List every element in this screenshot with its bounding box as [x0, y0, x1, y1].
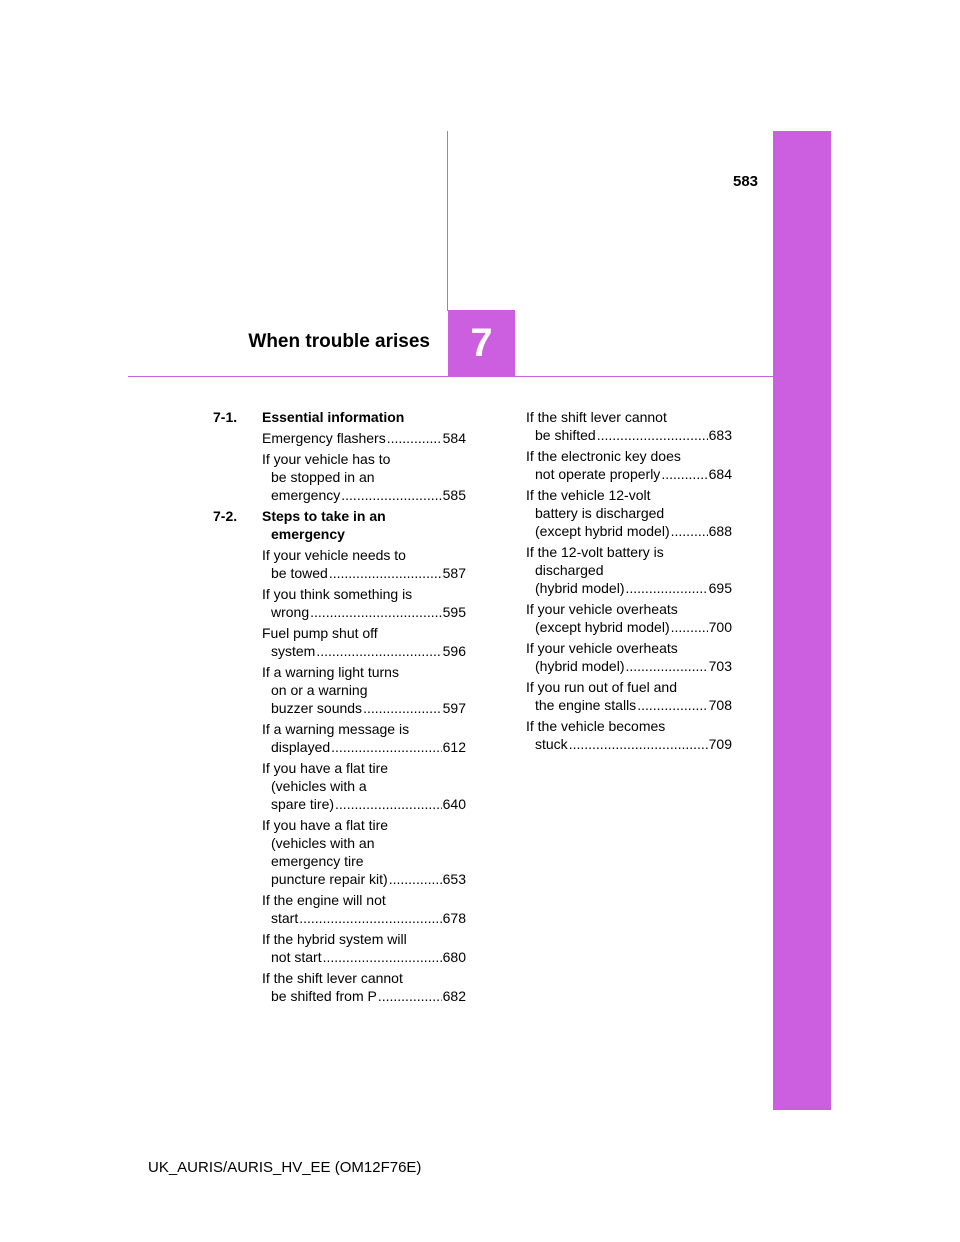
entry-text: emergency tire — [271, 853, 364, 869]
entry-page: 703 — [708, 658, 732, 674]
toc-entry[interactable] — [526, 717, 732, 753]
entry-text: (vehicles with a — [271, 778, 367, 794]
dot-leader — [389, 870, 442, 888]
entry-text: If you run out of fuel and — [526, 679, 677, 695]
entry-text: If a warning message is — [262, 721, 410, 737]
entry-text: If you have a flat tire — [262, 760, 389, 776]
toc-entry[interactable] — [262, 585, 466, 621]
entry-text: If you think something is — [262, 586, 413, 602]
entry-text: battery is discharged — [535, 505, 665, 521]
entry-text: system — [271, 643, 316, 659]
entry-text: If you have a flat tire — [262, 817, 389, 833]
entry-page: 595 — [442, 604, 466, 620]
toc-entry[interactable] — [262, 624, 466, 660]
entry-text: If your vehicle needs to — [262, 547, 406, 563]
entry-text: (hybrid model) — [535, 658, 625, 674]
entry-text: If a warning light turns — [262, 664, 399, 680]
entry-text: wrong — [271, 604, 310, 620]
entry-text: displayed — [271, 739, 331, 755]
entry-page: 700 — [708, 619, 732, 635]
entry-page: 708 — [708, 697, 732, 713]
entry-page: 709 — [708, 736, 732, 752]
entry-text: spare tire) — [271, 796, 335, 812]
entry-page: 683 — [708, 427, 732, 443]
entry-page: 585 — [442, 487, 466, 503]
header-divider-horizontal — [128, 376, 773, 377]
entry-text: not operate properly — [535, 466, 661, 482]
dot-leader — [597, 426, 708, 444]
entry-page: 682 — [442, 988, 466, 1004]
header-divider-vertical — [447, 131, 448, 311]
dot-leader — [671, 618, 708, 636]
toc-entry[interactable] — [262, 759, 466, 813]
toc-entry[interactable] — [262, 816, 466, 888]
entry-page: 678 — [442, 910, 466, 926]
section-title: emergency — [271, 526, 345, 542]
entry-text: stuck — [535, 736, 568, 752]
entry-page: 680 — [442, 949, 466, 965]
toc-section-heading[interactable] — [213, 507, 466, 543]
entry-page: 688 — [708, 523, 732, 539]
dot-leader — [329, 564, 442, 582]
entry-page: 653 — [442, 871, 466, 887]
entry-text: If your vehicle overheats — [526, 601, 678, 617]
dot-leader — [299, 909, 441, 927]
dot-leader — [363, 699, 442, 717]
toc-column-right — [526, 408, 732, 756]
toc-entry[interactable] — [526, 408, 732, 444]
entry-text: If the 12-volt battery is — [526, 544, 664, 560]
toc-entry[interactable] — [526, 600, 732, 636]
dot-leader — [323, 948, 442, 966]
entry-text: emergency — [271, 487, 341, 503]
entry-page: 596 — [442, 643, 466, 659]
document-footer: UK_AURIS/AURIS_HV_EE (OM12F76E) — [148, 1159, 422, 1176]
dot-leader — [661, 465, 707, 483]
entry-text: If the engine will not — [262, 892, 386, 908]
entry-page: 640 — [442, 796, 466, 812]
toc-entry[interactable] — [262, 930, 466, 966]
dot-leader — [341, 486, 441, 504]
entry-text: start — [271, 910, 299, 926]
dot-leader — [637, 696, 707, 714]
entry-text: not start — [271, 949, 322, 965]
entry-text: If the hybrid system will — [262, 931, 407, 947]
dot-leader — [316, 642, 441, 660]
entry-page: 612 — [442, 739, 466, 755]
dot-leader — [625, 579, 707, 597]
entry-text: Emergency flashers — [262, 430, 386, 446]
entry-text: on or a warning — [271, 682, 368, 698]
dot-leader — [310, 603, 442, 621]
dot-leader — [387, 429, 442, 447]
toc-column-left — [213, 408, 466, 1008]
section-title: Steps to take in an — [262, 508, 386, 524]
entry-text: (hybrid model) — [535, 580, 625, 596]
dot-leader — [378, 987, 442, 1005]
page-number: 583 — [733, 173, 759, 190]
entry-text: be stopped in an — [271, 469, 375, 485]
chapter-title: When trouble arises — [248, 331, 430, 352]
toc-entry[interactable] — [526, 486, 732, 540]
entry-page: 597 — [442, 700, 466, 716]
entry-text: If the shift lever cannot — [262, 970, 403, 986]
section-number: 7-1. — [213, 409, 238, 425]
entry-page: 684 — [708, 466, 732, 482]
dot-leader — [671, 522, 708, 540]
toc-entry[interactable] — [262, 720, 466, 756]
toc-entry[interactable] — [262, 546, 466, 582]
dot-leader — [331, 738, 441, 756]
entry-page: 695 — [708, 580, 732, 596]
dot-leader — [569, 735, 708, 753]
toc-entry[interactable] — [526, 639, 732, 675]
entry-text: (vehicles with an — [271, 835, 375, 851]
entry-text: If the electronic key does — [526, 448, 681, 464]
entry-text: buzzer sounds — [271, 700, 363, 716]
entry-page: 587 — [442, 565, 466, 581]
entry-text: puncture repair kit) — [271, 871, 388, 887]
chapter-tab-bar — [773, 131, 831, 1110]
entry-text: be towed — [271, 565, 328, 581]
entry-text: If the vehicle 12-volt — [526, 487, 651, 503]
toc-section-heading[interactable] — [213, 408, 466, 426]
entry-text: be shifted from P — [271, 988, 377, 1004]
section-number: 7-2. — [213, 508, 238, 524]
entry-text: (except hybrid model) — [535, 619, 670, 635]
entry-text: (except hybrid model) — [535, 523, 670, 539]
entry-text: If the shift lever cannot — [526, 409, 667, 425]
section-title: Essential information — [262, 409, 405, 425]
entry-text: Fuel pump shut off — [262, 625, 378, 641]
toc-entry[interactable] — [526, 447, 732, 483]
entry-text: the engine stalls — [535, 697, 637, 713]
dot-leader — [625, 657, 707, 675]
entry-text: If your vehicle overheats — [526, 640, 678, 656]
entry-text: be shifted — [535, 427, 596, 443]
entry-text: discharged — [535, 562, 604, 578]
entry-text: If your vehicle has to — [262, 451, 391, 467]
toc-entry[interactable] — [262, 429, 466, 447]
toc-entry[interactable] — [526, 678, 732, 714]
toc-entry[interactable] — [262, 969, 466, 1005]
toc-entry[interactable] — [262, 663, 466, 717]
entry-text: If the vehicle becomes — [526, 718, 666, 734]
dot-leader — [335, 795, 442, 813]
toc-entry[interactable] — [526, 543, 732, 597]
toc-entry[interactable] — [262, 450, 466, 504]
toc-entry[interactable] — [262, 891, 466, 927]
entry-page: 584 — [442, 430, 466, 446]
chapter-number-badge: 7 — [448, 310, 515, 376]
